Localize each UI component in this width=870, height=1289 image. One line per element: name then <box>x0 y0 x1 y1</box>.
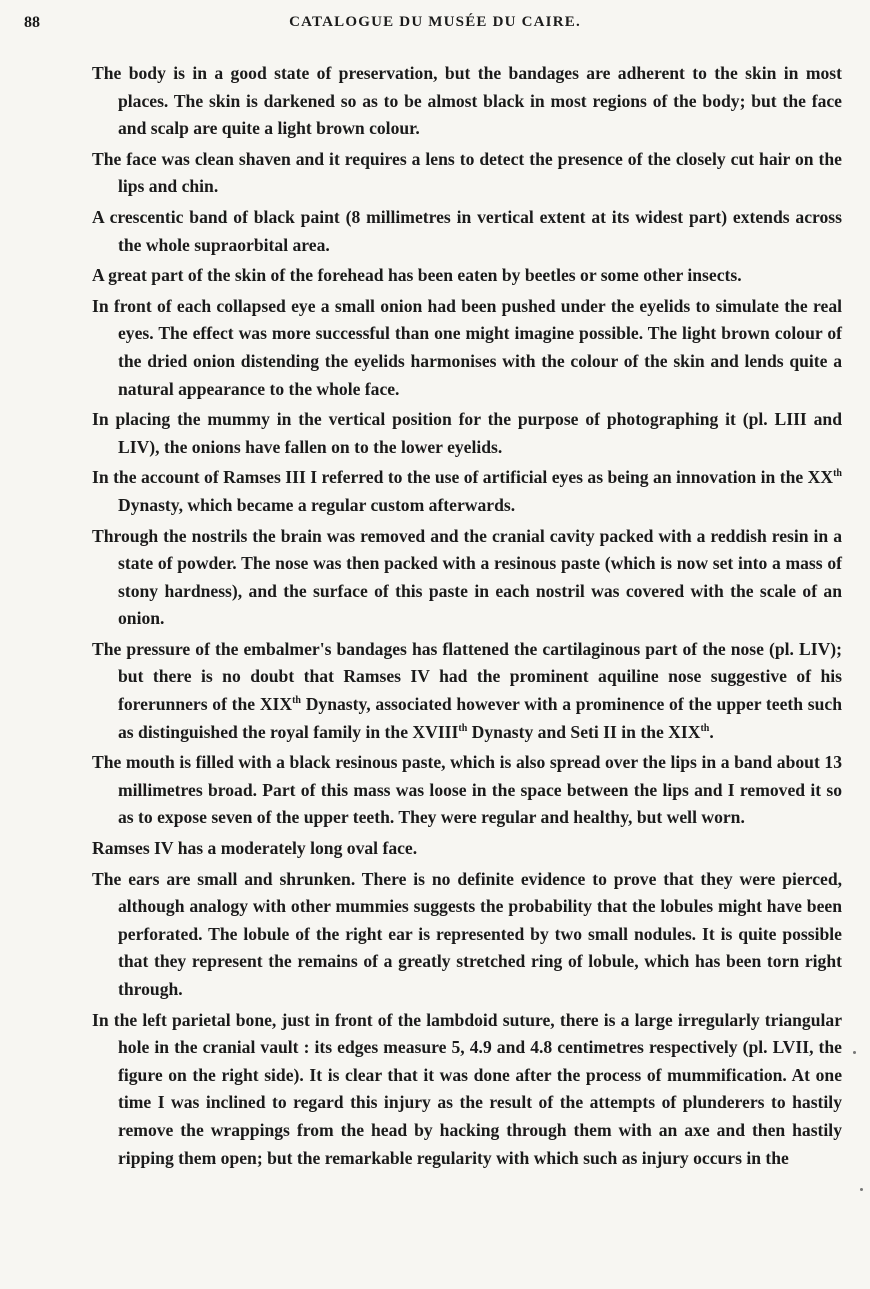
text-run: In the account of Ramses III I referred to the use of artificial eyes as being an innovation in the XX <box>92 467 834 488</box>
paragraph <box>92 636 842 746</box>
superscript: th <box>292 695 301 707</box>
paragraph <box>92 835 842 863</box>
text-run: Through the nostrils the brain was removed and the cranial cavity packed with a reddish resin in a state of powder. The nose was then packed with a resinous paste (which is now set into a mass of stony hardness), and the surface of this paste in each nostril was covered with the scale of an onion. <box>92 525 842 629</box>
superscript: th <box>833 468 842 480</box>
text-run: A great part of the skin of the forehead has been eaten by beetles or some other insects. <box>92 265 742 286</box>
superscript: th <box>700 722 710 734</box>
text-run: In the left parietal bone, just in front of the lambdoid suture, there is a large irregularly triangular hole in the cranial vault : its edges measure 5, 4.9 and 4.8 centimetres respectively (pl. LVII, the figure on the right side). It is clear that it was done after the process of mummification. At one time I was inclined to regard this injury as the result of the attempts of plunderers to hastily remove the wrappings from the head by hacking through them with an axe and then hastily ripping them open; but the remarkable regularity with which such as injury occurs in the <box>92 1009 842 1168</box>
paragraph <box>92 60 842 143</box>
body-text <box>92 60 842 1175</box>
paragraph <box>92 464 842 519</box>
scan-speck <box>853 1051 856 1054</box>
text-run: The face was clean shaven and it requires a lens to detect the presence of the closely cut hair on the lips and chin. <box>92 148 842 197</box>
paragraph <box>92 866 842 1004</box>
text-run: The ears are small and shrunken. There is no definite evidence to prove that they were pierced, although analogy with other mummies suggests the probability that the lobules might have been perforated. The lobule of the right ear is represented by two small nodules. It is quite possible that they represent the remains of a greatly stretched ring of lobule, which has been torn right through. <box>92 868 842 999</box>
scan-speck <box>860 1188 863 1191</box>
text-run: The body is in a good state of preservation, but the bandages are adherent to the skin in most places. The skin is darkened so as to be almost black in most regions of the body; but the face and scalp are quite a light brown colour. <box>92 63 842 139</box>
text-run: In placing the mummy in the vertical position for the purpose of photographing it (pl. LIII and LIV), the onions have fallen on to the lower eyelids. <box>92 409 842 457</box>
text-run: . <box>709 721 714 742</box>
paragraph <box>92 749 842 832</box>
paragraph <box>92 523 842 633</box>
running-title: CATALOGUE DU MUSÉE DU CAIRE. <box>289 14 581 30</box>
text-run: The pressure of the embalmer's bandages has flattened the cartilaginous part of the nose (pl. LIV); but there is no doubt that Ramses IV had the prominent aquiline nose suggestive of his forerunners of the XIX <box>92 638 842 715</box>
text-run: The mouth is filled with a black resinous paste, which is also spread over the lips in a band about 13 millimetres broad. Part of this mass was loose in the space between the lips and I removed it so as to expose seven of the upper teeth. They were regular and healthy, but well worn. <box>92 752 842 828</box>
text-run: Dynasty, which became a regular custom afterwards. <box>118 494 516 515</box>
page-number: 88 <box>24 14 40 31</box>
superscript: th <box>458 722 468 734</box>
text-run: A crescentic band of black paint (8 millimetres in vertical extent at its widest part) extends across the whole supraorbital area. <box>92 206 842 255</box>
text-run: Dynasty and Seti II in the XIX <box>467 721 701 742</box>
paragraph <box>92 262 842 290</box>
paragraph <box>92 146 842 201</box>
paragraph <box>92 406 842 461</box>
text-run: In front of each collapsed eye a small onion had been pushed under the eyelids to simulate the real eyes. The effect was more successful than one might imagine possible. The light brown colour of the dried onion distending the eyelids harmonises with the colour of the skin and lends quite a natural appearance to the whole face. <box>92 295 842 399</box>
paragraph <box>92 293 842 403</box>
text-run: Dynasty, associated however with a prominence of the upper teeth such as distinguished the royal family in the XVIII <box>118 694 842 742</box>
text-run: Ramses IV has a moderately long oval face. <box>92 838 418 859</box>
paragraph <box>92 204 842 259</box>
paragraph <box>92 1007 842 1173</box>
